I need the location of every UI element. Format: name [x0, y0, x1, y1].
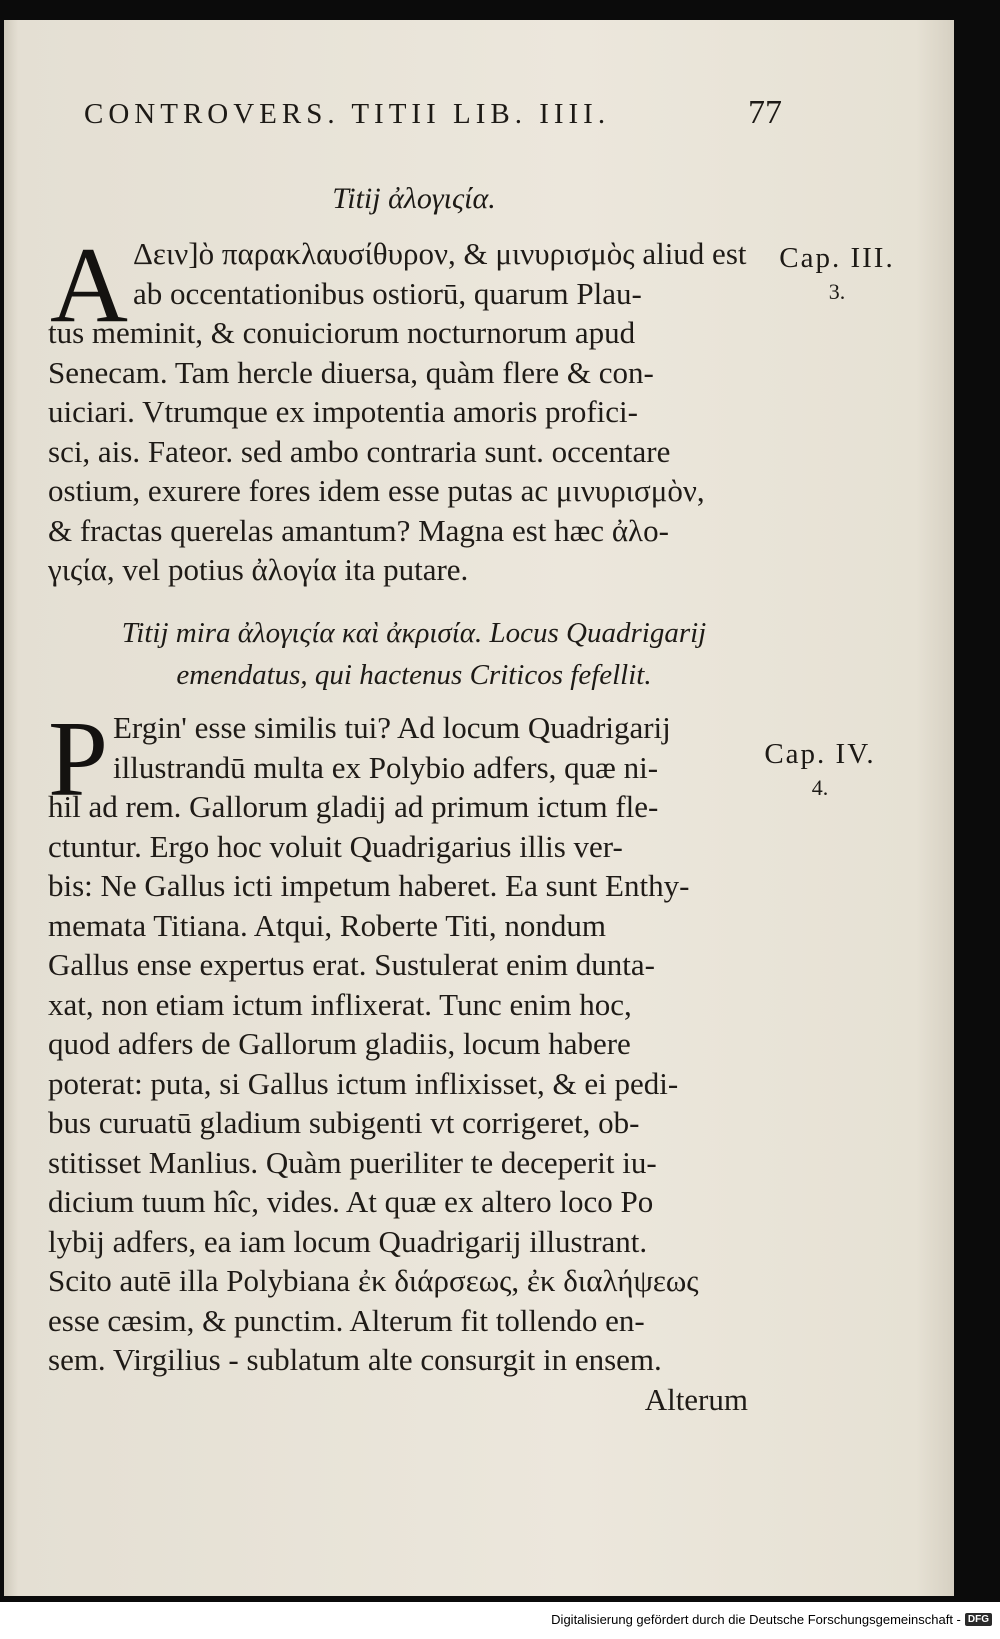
- text-line: bis: Ne Gallus icti impetum haberet. Ea sunt Enthy-: [48, 868, 690, 903]
- text-line: Gallus ense expertus erat. Sustulerat enim dunta-: [48, 947, 655, 982]
- text-line: illustrandū multa ex Polybio adfers, quæ ni-: [113, 749, 659, 785]
- margin-chapter-note: [750, 738, 890, 801]
- text-line: hil ad rem. Gallorum gladij ad primum ictum fle-: [48, 789, 659, 824]
- margin-chapter-number: 3.: [828, 279, 846, 304]
- margin-chapter-note: [772, 242, 902, 305]
- text-line: dicium tuum hîc, vides. At quæ ex altero loco Po: [48, 1184, 654, 1219]
- text-line: & fractas querelas amantum? Magna est hæc ἀλο-: [48, 512, 669, 548]
- margin-chapter: Cap. III.: [779, 242, 895, 274]
- dfg-logo[interactable]: DFG: [965, 1613, 992, 1626]
- running-head-title: CONTROVERS. TITII LIB. IIII.: [84, 98, 611, 130]
- text-line: esse cæsim, & punctim. Alterum fit tollendo en-: [48, 1302, 645, 1338]
- text-line: quod adfers de Gallorum gladiis, locum habere: [48, 1026, 631, 1061]
- digitization-credit: [551, 1612, 992, 1627]
- text-line: ab occentationibus ostiorū, quarum Plau-: [133, 275, 642, 311]
- heading-line: Titij mira ἀλογιςία καὶ ἀκρισία. Locus Quadrigarij: [121, 617, 707, 649]
- drop-cap-initial: P: [48, 700, 109, 819]
- book-page: [4, 20, 954, 1596]
- heading-line: emendatus, qui hactenus Criticos fefellit.: [176, 659, 652, 691]
- section-text: [48, 700, 748, 1419]
- text-line: Scito autē illa Polybiana ἐκ διάρσεως, ἐκ διαλήψεως: [48, 1263, 699, 1298]
- text-line: sem. Virgilius - sublatum alte consurgit in ensem.: [48, 1342, 662, 1377]
- text-line: poterat: puta, si Gallus ictum inflixisset, & ei pedi-: [48, 1065, 679, 1101]
- page-number: 77: [748, 94, 782, 131]
- text-line: sci, ais. Fateor. sed ambo contraria sunt. occentare: [48, 433, 671, 469]
- text-line: Ergin' esse similis tui? Ad locum Quadrigarij: [113, 710, 671, 745]
- text-line: bus curuatū gladium subigenti vt corrigeret, ob-: [48, 1105, 640, 1140]
- text-line: uiciari. Vtrumque ex impotentia amoris profici-: [48, 394, 638, 429]
- running-head: [84, 94, 784, 131]
- section-heading: Titij ἀλογιςία.: [332, 182, 496, 215]
- drop-cap-initial: A: [50, 226, 128, 345]
- catchword: Alterum: [644, 1381, 748, 1417]
- text-line: tus meminit, & conuiciorum nocturnorum apud: [48, 315, 636, 350]
- text-line: lybij adfers, ea iam locum Quadrigarij illustrant.: [48, 1223, 648, 1259]
- section-text: [48, 226, 748, 590]
- margin-chapter-number: 4.: [811, 775, 829, 800]
- text-line: Δειν]ὸ παρακλαυσίθυρον, & μινυρισμὸς aliud est: [133, 236, 747, 271]
- text-line: ctuntur. Ergo hoc voluit Quadrigarius illis ver-: [48, 828, 623, 864]
- text-line: stitisset Manlius. Quàm pueriliter te deceperit iu-: [48, 1144, 657, 1180]
- text-line: memata Titiana. Atqui, Roberte Titi, nondum: [48, 907, 607, 943]
- margin-chapter: Cap. IV.: [764, 738, 876, 770]
- text-line: ostium, exurere fores idem esse putas ac μινυρισμὸν,: [48, 473, 705, 508]
- section-heading: [49, 612, 779, 696]
- text-line: Senecam. Tam hercle diuersa, quàm flere & con-: [48, 354, 654, 390]
- text-line: xat, non etiam ictum inflixerat. Tunc enim hoc,: [48, 986, 632, 1022]
- credit-text: Digitalisierung gefördert durch die Deutsche Forschungsgemeinschaft -: [551, 1612, 961, 1627]
- text-line: γιςία, vel potius ἀλογία ita putare.: [48, 552, 469, 587]
